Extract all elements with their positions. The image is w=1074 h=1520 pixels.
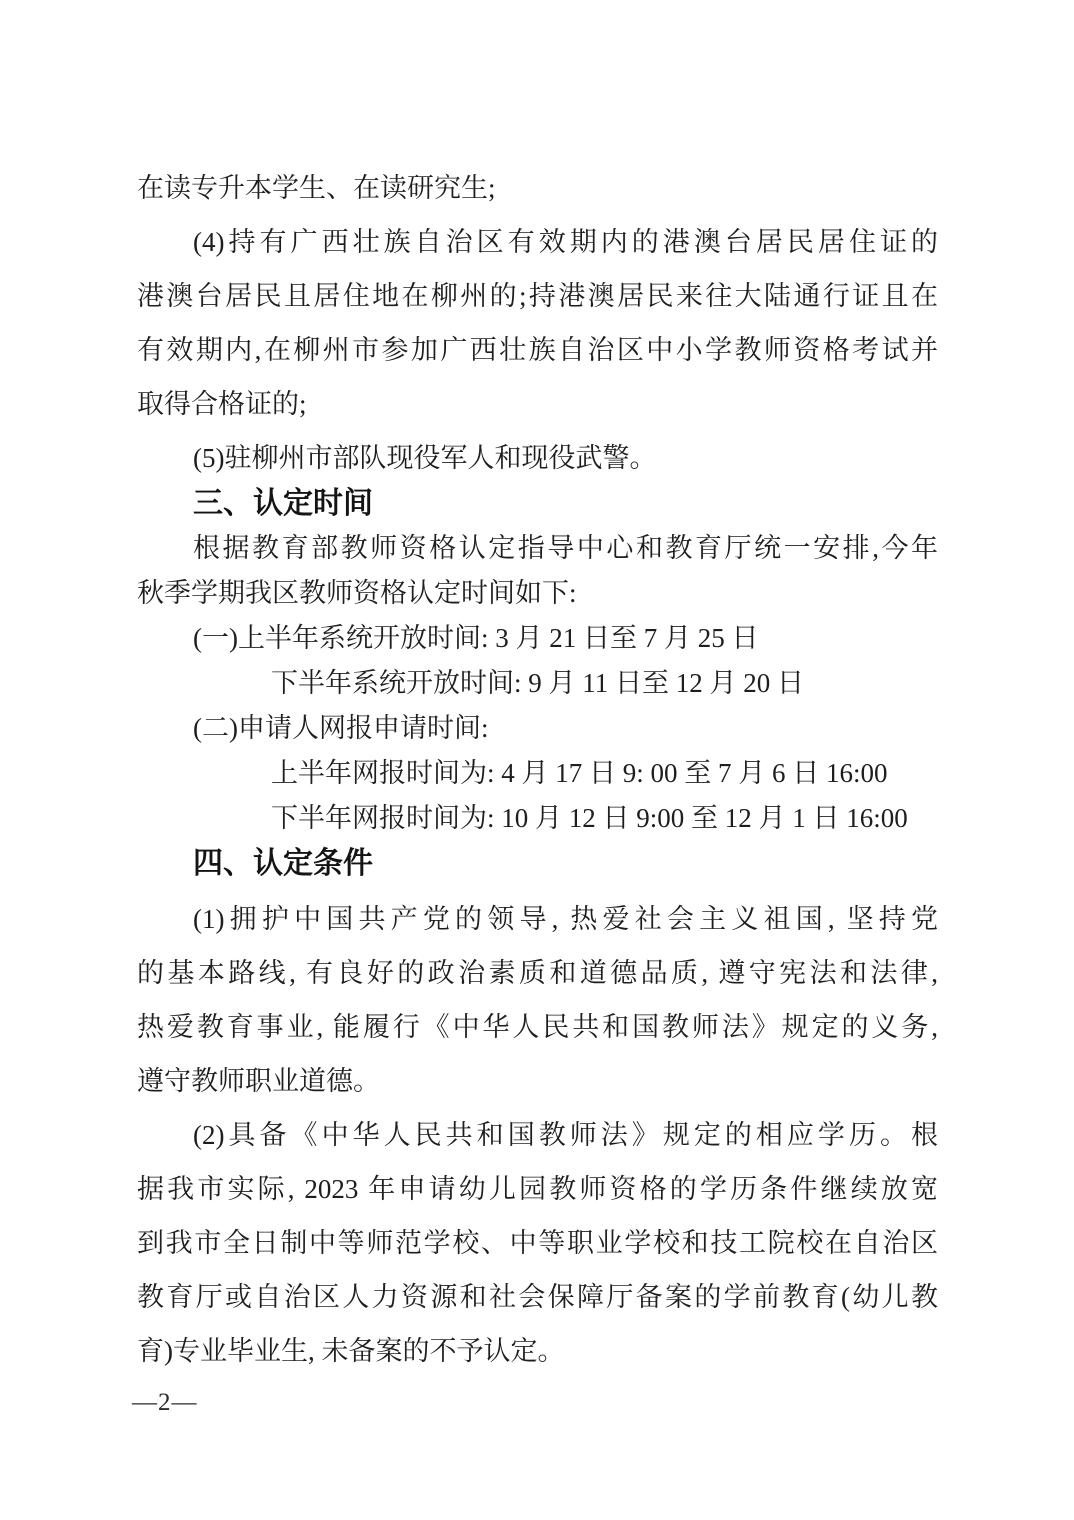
- body-line: 港澳台居民且居住地在柳州的;持港澳居民来往大陆通行证且在: [137, 281, 938, 311]
- body-line: 教育厅或自治区人力资源和社会保障厅备案的学前教育(幼儿教: [137, 1282, 938, 1312]
- body-line: 据我市实际, 2023 年申请幼儿园教师资格的学历条件继续放宽: [137, 1174, 938, 1204]
- body-line: 根据教育部教师资格认定指导中心和教育厅统一安排,今年: [193, 533, 938, 563]
- schedule-line-apply-h2: 下半年网报时间为: 10 月 12 日 9:00 至 12 月 1 日 16:00: [271, 803, 908, 833]
- body-line: 秋季学期我区教师资格认定时间如下:: [137, 578, 577, 608]
- schedule-line-apply-label: (二)申请人网报申请时间:: [193, 713, 489, 743]
- body-line-item-2: (2)具备《中华人民共和国教师法》规定的相应学历。根: [193, 1120, 938, 1150]
- body-line: 取得合格证的;: [137, 389, 307, 419]
- page-number: —2—: [132, 1389, 198, 1416]
- heading-section-3: 三、认定时间: [193, 487, 373, 520]
- body-line: 的基本路线, 有良好的政治素质和道德品质, 遵守宪法和法律,: [137, 958, 938, 988]
- heading-section-4: 四、认定条件: [193, 847, 373, 880]
- body-line-item-5: (5)驻柳州市部队现役军人和现役武警。: [193, 443, 657, 473]
- body-line-item-4: (4)持有广西壮族自治区有效期内的港澳台居民居住证的: [193, 227, 938, 257]
- body-line: 育)专业毕业生, 未备案的不予认定。: [137, 1336, 565, 1366]
- body-line-item-1: (1)拥护中国共产党的领导, 热爱社会主义祖国, 坚持党: [193, 904, 938, 934]
- document-content: [137, 0, 938, 1378]
- schedule-line-system-open-h1: (一)上半年系统开放时间: 3 月 21 日至 7 月 25 日: [193, 623, 759, 653]
- body-line: 有效期内,在柳州市参加广西壮族自治区中小学教师资格考试并: [137, 335, 938, 365]
- body-line: 遵守教师职业道德。: [137, 1066, 380, 1096]
- schedule-line-apply-h1: 上半年网报时间为: 4 月 17 日 9: 00 至 7 月 6 日 16:00: [271, 758, 888, 788]
- body-line: 热爱教育事业, 能履行《中华人民共和国教师法》规定的义务,: [137, 1012, 938, 1042]
- body-line: 在读专升本学生、在读研究生;: [137, 173, 496, 203]
- body-line: 到我市全日制中等师范学校、中等职业学校和技工院校在自治区: [137, 1228, 938, 1258]
- schedule-line-system-open-h2: 下半年系统开放时间: 9 月 11 日至 12 月 20 日: [271, 668, 804, 698]
